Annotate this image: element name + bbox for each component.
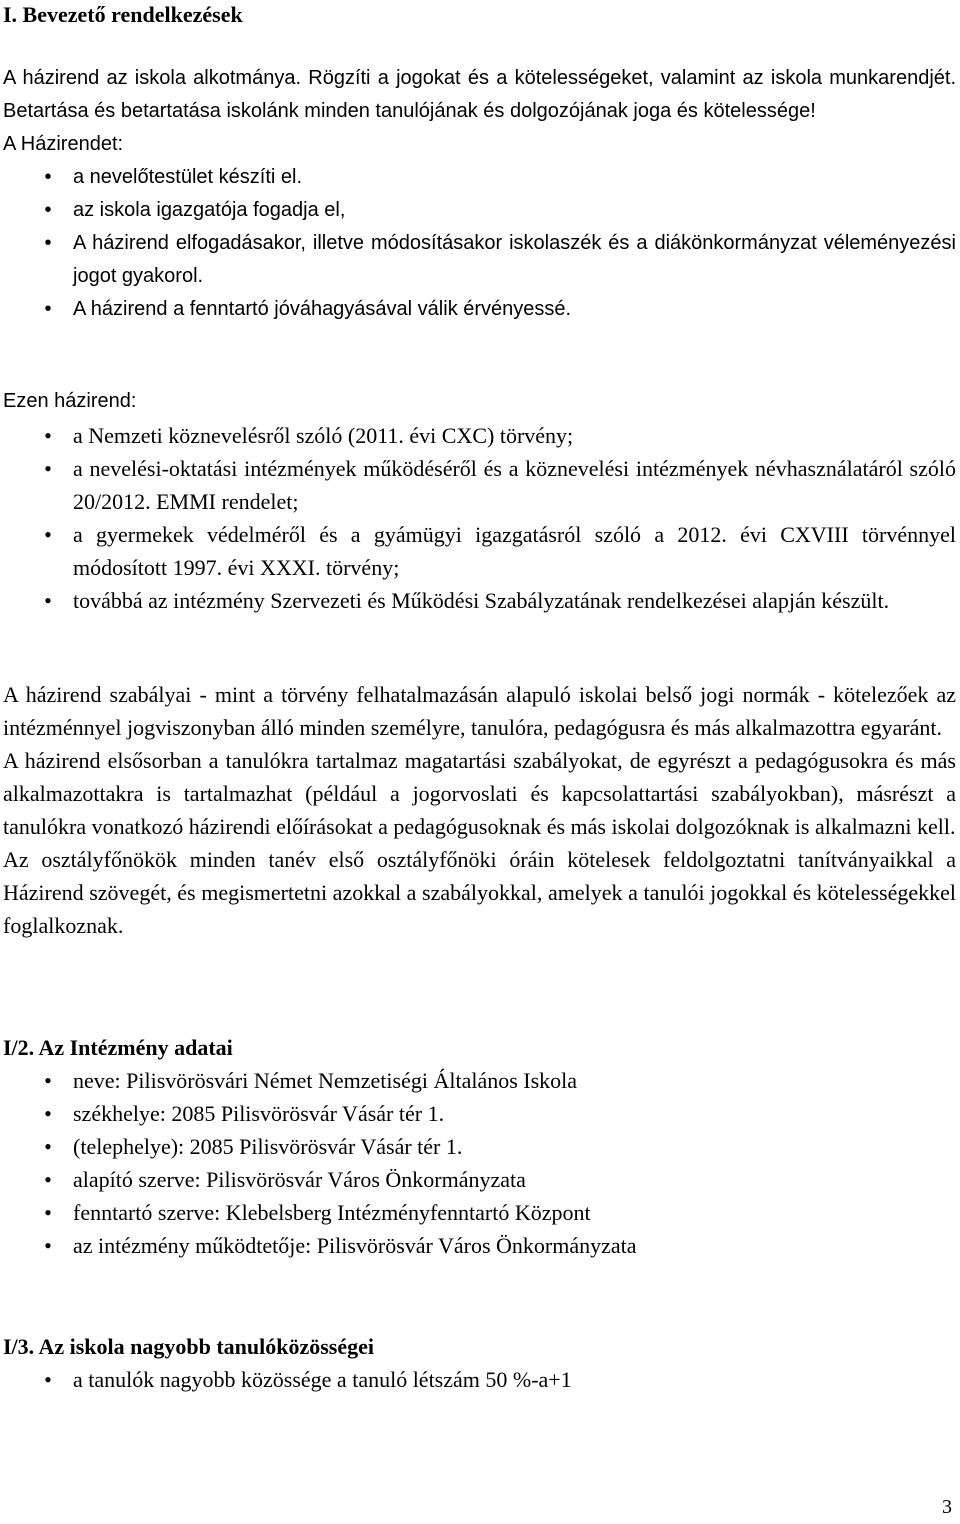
hazirendet-label: A Házirendet: [3,133,124,155]
tanulokozossegek-list [3,1363,956,1396]
intezmeny-list [3,1064,956,1262]
bullet-icon: • [44,166,52,188]
hazirendet-list [3,161,956,326]
list-item: • alapító szerve: Pilisvörösvár Város Önkormányzata [3,1163,956,1196]
ezen-block [3,419,956,617]
section-heading-intezmeny: I/2. Az Intézmény adatai [3,1035,233,1060]
ezen-list [3,419,956,617]
list-item: • a gyermekek védelméről és a gyámügyi igazgatásról szóló a 2012. évi CXVIII törvénnyel módosított 1997. évi XXXI. törvény; [3,518,956,584]
sans-block-ezen-label [3,385,956,418]
list-item: • A házirend elfogadásakor, illetve módosításakor iskolaszék és a diákönkormányzat véleményezési jogot gyakorol. [3,227,956,293]
sans-block-intro [3,62,956,326]
tanulokozossegek-block [3,1363,956,1396]
page-number: 3 [942,1496,952,1518]
list-item: • a nevelőtestület készíti el. [3,161,956,194]
list-item: • (telephelye): 2085 Pilisvörösvár Vásár tér 1. [3,1130,956,1163]
rules-paragraph-3: Az osztályfőnökök minden tanév első osztályfőnöki óráin kötelesek feldolgoztatni tanítványaikkal a Házirend szövegét, és megismertetni azokkal a szabályokkal, amelyek a tanulói jogokkal és kötelességekkel foglalkoznak. [3,847,956,938]
list-item: • továbbá az intézmény Szervezeti és Működési Szabályzatának rendelkezései alapján készült. [3,584,956,617]
bullet-icon: • [44,1233,52,1258]
bullet-icon: • [44,456,52,481]
bullet-icon: • [44,298,52,320]
bullet-icon: • [44,423,52,448]
list-item: • a tanulók nagyobb közössége a tanuló létszám 50 %-a+1 [3,1363,956,1396]
section-heading-tanulokozossegek: I/3. Az iskola nagyobb tanulóközösségei [3,1334,375,1359]
list-item: • fenntartó szerve: Klebelsberg Intézményfenntartó Központ [3,1196,956,1229]
section-heading-bevezeto: I. Bevezető rendelkezések [3,2,243,27]
bullet-icon: • [44,522,52,547]
bullet-icon: • [44,199,52,221]
rules-paragraph-1: A házirend szabályai - mint a törvény felhatalmazásán alapuló iskolai belső jogi normák - kötelezőek az intézménnyel jogviszonyban álló minden személyre, tanulóra, pedagógusra és más alkalmazottra egyaránt. [3,682,956,740]
bullet-icon: • [44,1167,52,1192]
rules-paragraph-2: A házirend elsősorban a tanulókra tartalmaz magatartási szabályokat, de egyrészt a pedagógusokra és más alkalmazottakra is tartalmazhat (például a jogorvoslati és kapcsolattartási szabályokban), másrészt a tanulókra vonatkozó házirendi előírásokat a pedagógusoknak és más iskolai dolgozóknak is alkalmazni kell. [3,748,956,839]
list-item: • a Nemzeti köznevelésről szóló (2011. évi CXC) törvény; [3,419,956,452]
bullet-icon: • [44,1068,52,1093]
bullet-icon: • [44,1134,52,1159]
list-item: • az iskola igazgatója fogadja el, [3,194,956,227]
bullet-icon: • [44,1200,52,1225]
list-item: • székhelye: 2085 Pilisvörösvár Vásár tér 1. [3,1097,956,1130]
intro-paragraph: A házirend az iskola alkotmánya. Rögzíti a jogokat és a kötelességeket, valamint az iskola munkarendjét. Betartása és betartatása iskolánk minden tanulójának és dolgozójának joga és kötelessége! [3,67,956,122]
list-item: • A házirend a fenntartó jóváhagyásával válik érvényessé. [3,293,956,326]
ezen-label: Ezen házirend: [3,390,137,412]
bullet-icon: • [44,588,52,613]
bullet-icon: • [44,1367,52,1392]
list-item: • a nevelési-oktatási intézmények működéséről és a köznevelési intézmények névhasználatáról szóló 20/2012. EMMI rendelet; [3,452,956,518]
intezmeny-block [3,1064,956,1262]
list-item: • az intézmény működtetője: Pilisvörösvár Város Önkormányzata [3,1229,956,1262]
rules-block [3,678,956,942]
list-item: • neve: Pilisvörösvári Német Nemzetiségi Általános Iskola [3,1064,956,1097]
bullet-icon: • [44,1101,52,1126]
bullet-icon: • [44,232,52,254]
